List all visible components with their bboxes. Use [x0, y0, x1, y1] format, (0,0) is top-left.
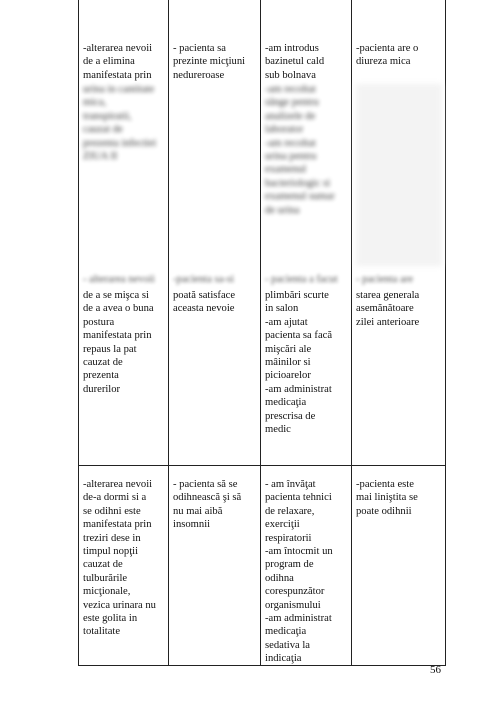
row-separator-1 [78, 465, 446, 466]
row1-col1-blurred-text: urina in cantitate mica, transpiratii, cauzat de prezenta infectiei ZIUA II [83, 84, 157, 163]
table-border-bottom [78, 665, 446, 666]
table-divider-2 [260, 0, 261, 666]
row2-col4-cell: starea generala asemănătoare zilei anterioare [356, 290, 420, 328]
row3-col4-cell: -pacienta este mai liniştita se poate odihnii [356, 479, 418, 517]
row3-col1-cell: -alterarea nevoii de-a dormi si a se odihni este manifestata prin treziri dese in timpul nopţii cauzat de tulburările micţionale, vezica urinara nu este golita in totalitate [83, 479, 156, 638]
row1-col3-cell: -am introdus bazinetul cald sub bolnava [265, 43, 325, 81]
row1-col2-cell: - pacienta sa prezinte micţiuni nedureroase [173, 43, 246, 81]
row2-strip-col1: - alterarea nevoii [83, 274, 155, 285]
row2-col2-cell: poată satisface aceasta nevoie [173, 290, 236, 315]
page-number: 56 [430, 664, 441, 676]
table-border-left [78, 0, 79, 666]
row1-col3-blurred-text: -am recoltat sânge pentru analizele de laborator -am recoltat urina pentru examenul bacteriologic si examenul sumar de urina [265, 84, 335, 216]
row2-strip-col3: - pacienta a facut [265, 274, 338, 285]
row1-col4-cell: -pacienta are o diureza mica [356, 43, 419, 68]
row1-col4-blurred-area [356, 84, 442, 266]
row2-col1-cell: de a se mişca si de a avea o buna postura manifestata prin repaus la pat cauzat de prezenta durerilor [83, 290, 154, 395]
table-divider-3 [351, 0, 352, 666]
table-divider-1 [168, 0, 169, 666]
row2-strip-col2: -pacienta sa-si [173, 274, 234, 285]
row3-col2-cell: - pacienta să se odihnească şi să nu mai aibă insomnii [173, 479, 242, 531]
row3-col3-cell: - am învăţat pacienta tehnici de relaxare, exerciţii respiratorii -am întocmit un program de odihna corespunzător organismului -am administrat medicaţia sedativa la indicaţia [265, 479, 333, 665]
row2-col3-cell: plimbări scurte in salon -am ajutat pacienta sa facă mişcări ale mâinilor si picioarelor -am administrat medicaţia prescrisa de medic [265, 290, 333, 436]
row2-strip-col4: - pacienta are [356, 274, 414, 285]
table-border-right [445, 0, 446, 666]
row1-col1-cell: -alterarea nevoii de a elimina manifestata prin [83, 43, 153, 81]
